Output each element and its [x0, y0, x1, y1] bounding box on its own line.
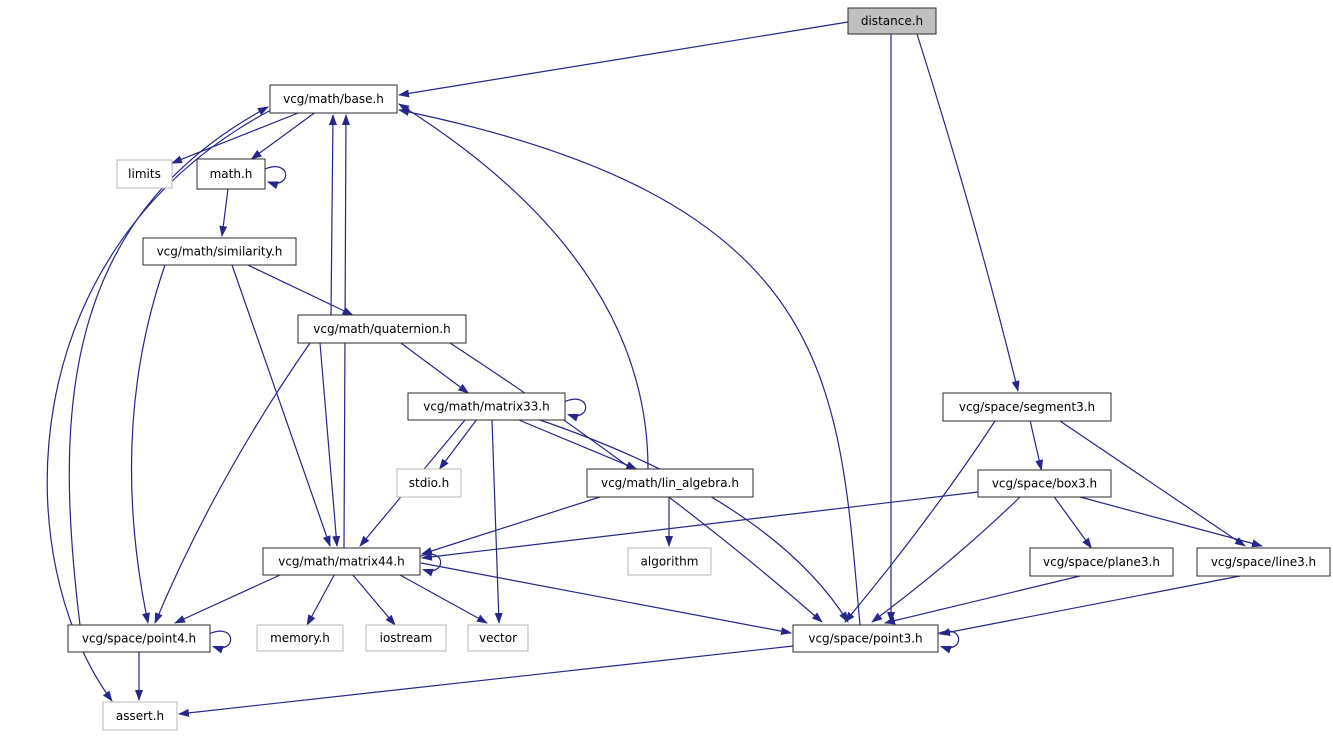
node-memory [257, 625, 343, 651]
edge-similarity-matrix44 [232, 265, 330, 546]
node-matrix33[interactable] [408, 393, 565, 420]
edge-point4-self [210, 631, 231, 648]
node-stdio [397, 469, 461, 497]
node-line3[interactable] [1197, 548, 1330, 576]
edge-quaternion-matrix44 [320, 343, 337, 546]
node-point3[interactable] [793, 625, 938, 652]
edge-matrix44-iostream [353, 575, 395, 625]
node-assert [103, 702, 177, 730]
node-limits [117, 160, 172, 188]
edge-matrix33-point3 [540, 420, 848, 622]
node-label-segment3: vcg/space/segment3.h [958, 400, 1096, 414]
node-distance [848, 8, 936, 34]
node-label-matrix44: vcg/math/matrix44.h [278, 554, 405, 569]
node-linalg[interactable] [587, 469, 753, 497]
node-matrix44[interactable] [263, 548, 420, 575]
node-label-box3: vcg/space/box3.h [991, 476, 1098, 491]
node-label-point4: vcg/space/point4.h [81, 631, 197, 646]
node-label-memory: memory.h [270, 631, 330, 645]
edge-quaternion-matrix33 [401, 343, 468, 393]
edge-math-similarity [222, 189, 228, 236]
edge-similarity-point4 [132, 265, 165, 623]
node-label-algorithm: algorithm [640, 554, 699, 569]
edge-quaternion-base [331, 115, 333, 315]
node-label-matrix33: vcg/math/matrix33.h [423, 399, 550, 414]
node-plane3[interactable] [1030, 548, 1173, 576]
node-label-stdio: stdio.h [408, 476, 450, 490]
node-box3[interactable] [978, 470, 1111, 497]
edge-box3-point3 [872, 497, 1020, 622]
edge-plane3-point3 [885, 576, 1080, 623]
node-label-base: vcg/math/base.h [283, 92, 384, 106]
edge-distance-base [399, 22, 848, 95]
edge-segment3-box3 [1030, 421, 1041, 470]
edge-matrix33-vector [492, 420, 499, 623]
node-label-math: math.h [209, 167, 253, 181]
node-label-distance: distance.h [860, 14, 924, 28]
edge-quaternion-point4 [155, 343, 310, 623]
edge-matrix44-memory [307, 575, 334, 625]
node-label-iostream: iostream [379, 631, 433, 645]
node-quaternion[interactable] [298, 315, 466, 343]
edge-base-math [252, 113, 315, 159]
node-label-linalg: vcg/math/lin_algebra.h [600, 476, 740, 490]
node-label-quaternion: vcg/math/quaternion.h [313, 322, 451, 336]
node-vector [468, 625, 528, 651]
edge-matrix33-self [565, 399, 586, 416]
edge-box3-line3 [1080, 497, 1262, 546]
edge-math-self [265, 167, 286, 184]
edge-similarity-quaternion [248, 265, 353, 315]
edges-layer [47, 22, 1262, 714]
node-label-similarity: vcg/math/similarity.h [156, 244, 283, 259]
node-label-point3: vcg/space/point3.h [808, 631, 923, 646]
edge-point3-assert [179, 646, 793, 714]
edge-segment3-point3 [845, 421, 995, 622]
edge-matrix44-vector [400, 575, 487, 623]
node-similarity[interactable] [143, 238, 296, 265]
node-label-plane3: vcg/space/plane3.h [1043, 555, 1160, 569]
edge-matrix44-point4 [175, 575, 280, 623]
node-segment3[interactable] [943, 393, 1111, 421]
edge-matrix44-point3 [421, 563, 791, 633]
node-algorithm [628, 548, 711, 575]
edge-distance-segment3 [917, 34, 1018, 391]
edge-linalg-matrix44 [422, 497, 600, 554]
edge-box3-plane3 [1054, 497, 1091, 548]
node-label-vector: vector [478, 631, 518, 645]
node-label-assert: assert.h [115, 709, 165, 723]
node-base[interactable] [270, 85, 397, 113]
node-iostream [366, 625, 446, 651]
node-label-line3: vcg/space/line3.h [1210, 555, 1317, 569]
node-math[interactable] [197, 159, 265, 189]
node-point4[interactable] [68, 625, 210, 652]
edge-line3-point3 [940, 576, 1240, 634]
edge-matrix33-linalg [519, 420, 637, 469]
node-label-limits: limits [128, 167, 161, 181]
